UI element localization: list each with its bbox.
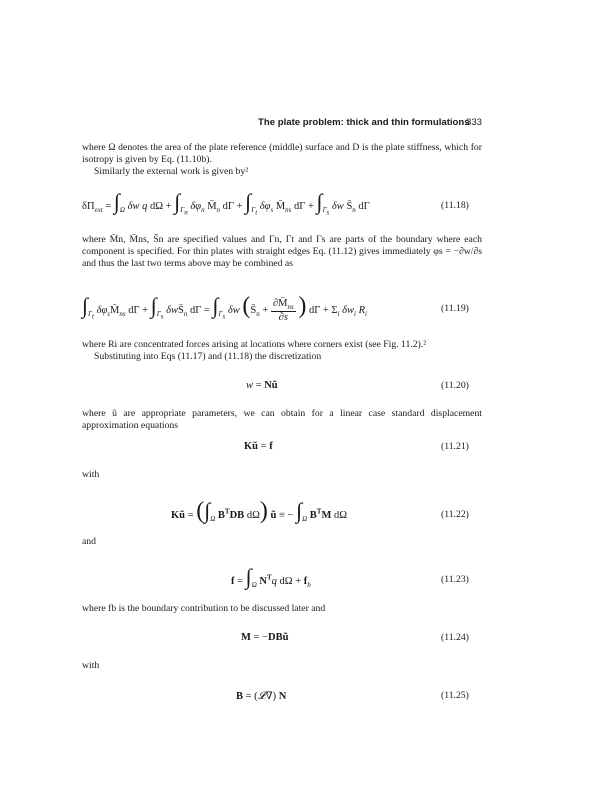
paragraph-1: where Ω denotes the area of the plate reference (middle) surface and D is the plate stiffness, which for isotropy is given by Eq. (11.10b).	[82, 142, 482, 165]
page-number: 333	[466, 117, 483, 128]
paragraph-6: where ũ are appropriate parameters, we can obtain for a linear case standard displacement approximation equations	[82, 408, 482, 431]
equation-number-11-19: (11.19)	[441, 303, 469, 314]
running-header-title: The plate problem: thick and thin formulations	[258, 117, 470, 128]
paragraph-5: Substituting into Eqs (11.17) and (11.18) the discretization	[94, 351, 322, 362]
equation-11-24: M = −DBũ	[241, 632, 289, 643]
equation-11-19: $\int_{\Gamma_t}$ $\delta\varphi_sM̄_{ns}$ $d\Gamma + \int_{\Gamma_s}$ $\delta wS̄_n$ $d\Gamma = \int_{\Gamma_s}$ δw ($S̄_n$ + $\frac{\partial M̄_{ns}}{\partial s}$ ) $d\Gamma + \Sigma_i$ $\delta w_i$ $R_i$	[82, 293, 367, 324]
equation-11-18: $\delta\Pi_{ext} = \int_\Omega$ δw q $d\Omega + \int_{\Gamma_n}$ $\delta\varphi_n$ $M̄_n$ $d\Gamma + \int_{\Gamma_t}$ $\delta\varphi_s$ $M̄_{ns}$ $d\Gamma + \int_{\Gamma_s}$ δw $S̄_n$ dΓ	[82, 189, 370, 217]
equation-number-11-24: (11.24)	[441, 632, 469, 643]
equation-number-11-18: (11.18)	[441, 200, 469, 211]
equation-number-11-23: (11.23)	[441, 574, 469, 585]
equation-11-20: w = Nũ	[246, 380, 278, 391]
paragraph-10: with	[82, 660, 100, 671]
paragraph-8: and	[82, 536, 96, 547]
equation-11-23: $f = \int_\Omega$ $N^Tq$ $d\Omega + f_b$	[231, 564, 311, 590]
paragraph-2: Similarly the external work is given by²	[94, 166, 249, 177]
paragraph-9: where fb is the boundary contribution to be discussed later and	[82, 603, 326, 614]
equation-11-21: Kũ = f	[244, 441, 273, 452]
equation-number-11-21: (11.21)	[441, 441, 469, 452]
equation-number-11-22: (11.22)	[441, 509, 469, 520]
paragraph-4: where Ri are concentrated forces arising at locations where corners exist (see Fig. 11.2).²	[82, 339, 427, 350]
equation-11-22: Kũ = ($\int_\Omega$ $B^TDB$ dΩ) ũ ≡ − $\int_\Omega$ $B^TM$ dΩ	[171, 498, 348, 524]
equation-11-25: B = (𝓛∇) N	[236, 691, 287, 702]
paragraph-3: where M̄n, M̄ns, S̄n are specified values and Γn, Γt and Γs are parts of the boundary where each component is specified. For thin plates with straight edges Eq. (11.12) gives immediately φs = −∂w/∂s and thus the last two terms above may be combined as	[82, 234, 482, 269]
equation-number-11-25: (11.25)	[441, 690, 469, 701]
equation-number-11-20: (11.20)	[441, 380, 469, 391]
paragraph-7: with	[82, 469, 100, 480]
